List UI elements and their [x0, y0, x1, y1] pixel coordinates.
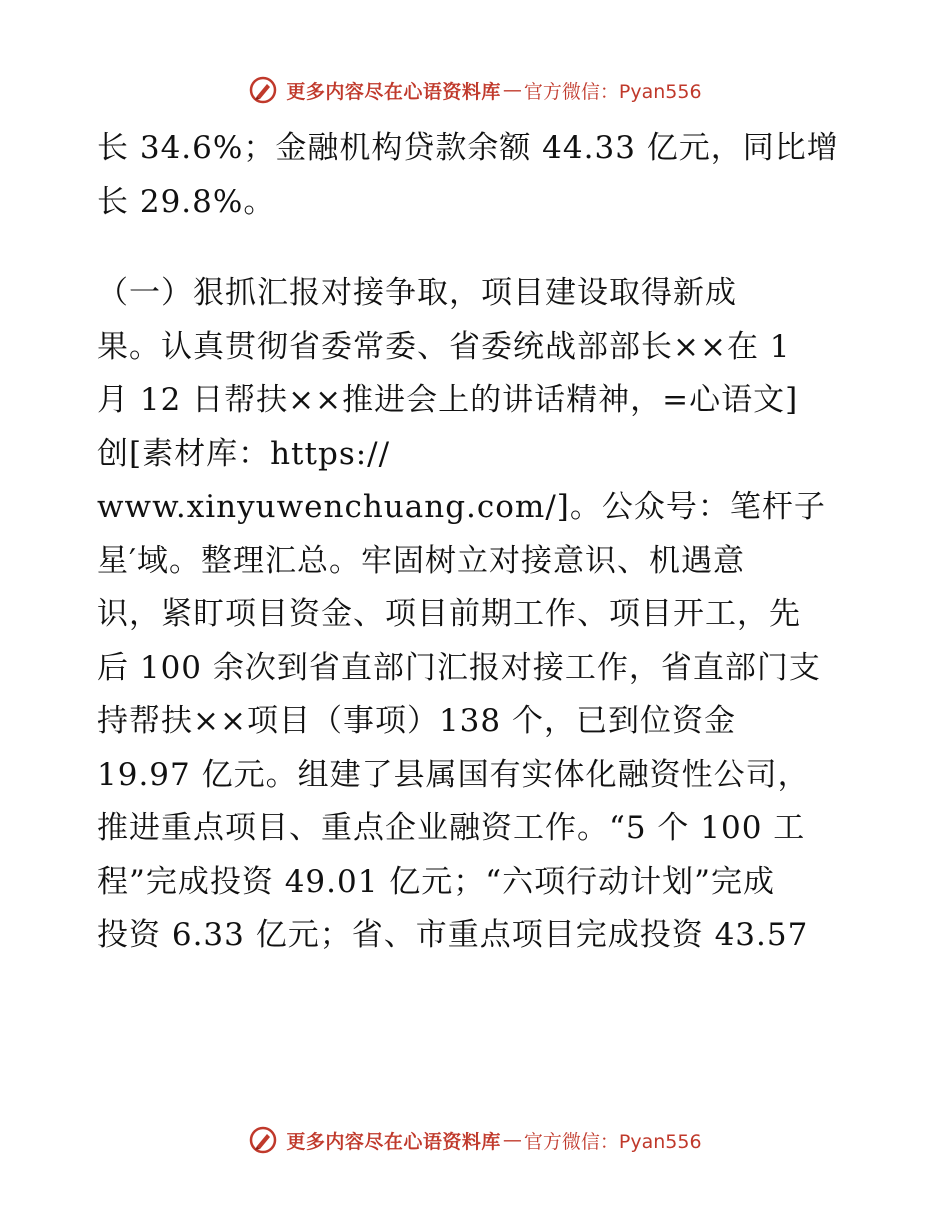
footer-banner [0, 1120, 950, 1160]
text-line: 推进重点项目、重点企业融资工作。“5 个 100 工 [97, 810, 806, 846]
text-line: 创[素材库：https:// [97, 435, 391, 472]
paragraph-2 [97, 267, 867, 963]
text-line: 19.97 亿元。组建了县属国有实体化融资性公司， [97, 756, 810, 793]
text-line: 程”完成投资 49.01 亿元；“六项行动计划”完成 [97, 863, 775, 900]
text-line: 星′域。整理汇总。牢固树立对接意识、机遇意 [97, 542, 746, 579]
banner-wechat: 官方微信：Pyan556 [523, 80, 702, 103]
text-line: www.xinyuwenchuang.com/]。公众号：笔杆子 [97, 489, 826, 525]
text-line: 长 29.8%。 [97, 183, 276, 220]
banner-separator: — [502, 1129, 522, 1151]
section-heading-line: （一）狠抓汇报对接争取，项目建设取得新成 [97, 275, 737, 311]
pen-logo-icon [248, 1125, 278, 1155]
pen-logo-icon [248, 75, 278, 105]
text-line: 持帮扶××项目（事项）138 个，已到位资金 [97, 703, 736, 739]
banner-title: 更多内容尽在心语资料库 [286, 1130, 501, 1153]
document-body [97, 122, 867, 963]
header-banner [0, 70, 950, 110]
banner-separator: — [502, 79, 522, 101]
text-line: 后 100 余次到省直部门汇报对接工作，省直部门支 [97, 649, 821, 686]
text-line: 果。认真贯彻省委常委、省委统战部部长××在 1 [97, 328, 791, 365]
text-line: 长 34.6%；金融机构贷款余额 44.33 亿元，同比增 [97, 130, 839, 166]
paragraph-gap [97, 229, 867, 267]
paragraph-1 [97, 122, 867, 229]
text-line: 识，紧盯项目资金、项目前期工作、项目开工，先 [97, 596, 801, 632]
text-line: 月 12 日帮扶××推进会上的讲话精神，=心语文] [97, 382, 799, 418]
banner-wechat: 官方微信：Pyan556 [523, 1130, 702, 1153]
text-line: 投资 6.33 亿元；省、市重点项目完成投资 43.57 [97, 917, 809, 953]
banner-title: 更多内容尽在心语资料库 [286, 80, 501, 103]
